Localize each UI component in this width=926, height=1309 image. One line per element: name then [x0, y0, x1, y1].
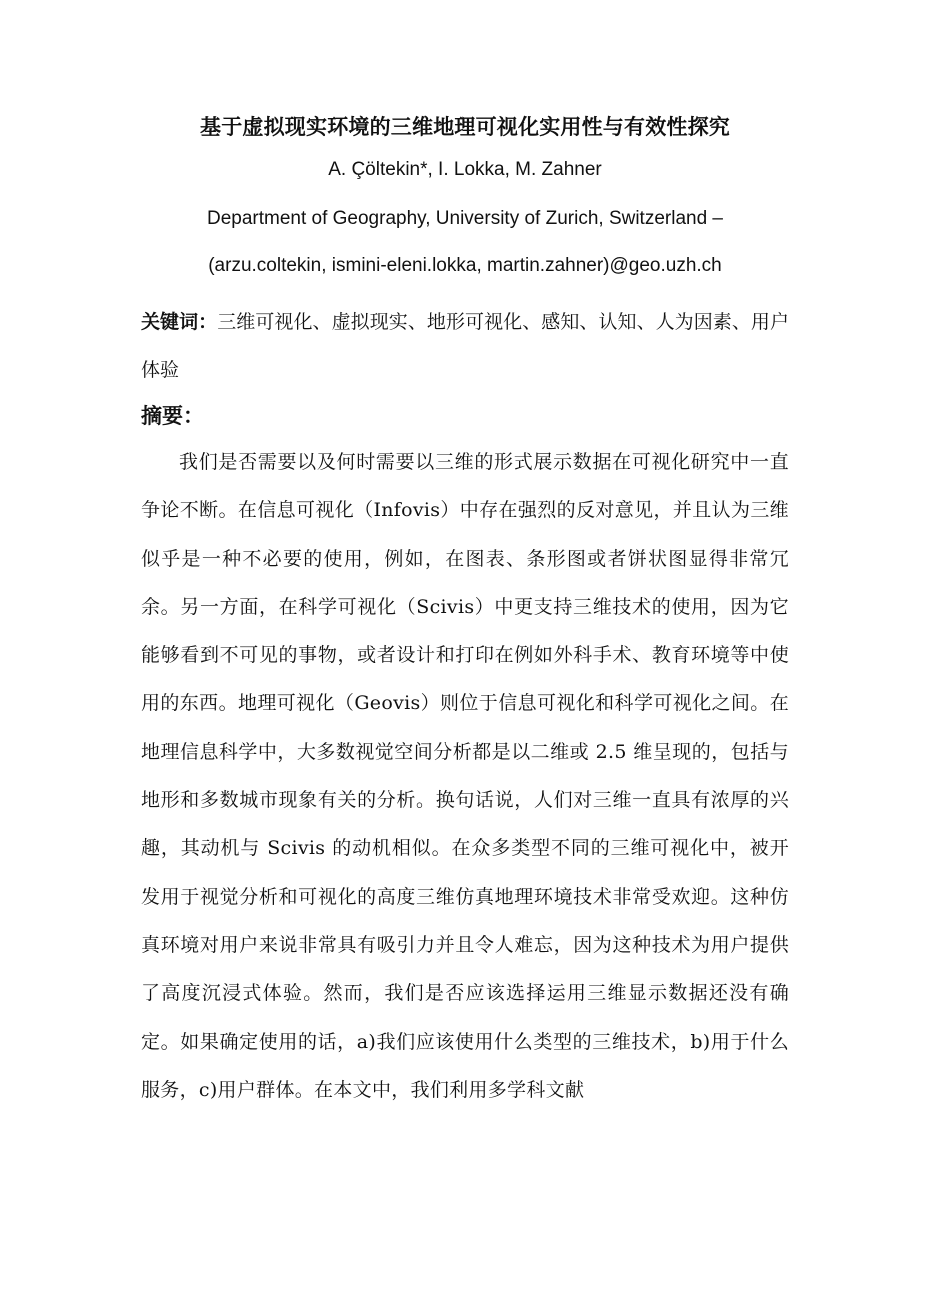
- author-list: A. Çöltekin*, I. Lokka, M. Zahner: [328, 159, 602, 180]
- author-emails: (arzu.coltekin, ismini-eleni.lokka, martin.zahner)@geo.uzh.ch: [208, 255, 722, 276]
- paper-page: [141, 112, 789, 1114]
- abstract-body: 我们是否需要以及何时需要以三维的形式展示数据在可视化研究中一直争论不断。在信息可视化（Infovis）中存在强烈的反对意见，并且认为三维似乎是一种不必要的使用，例如，在图表、条形图或者饼状图显得非常冗余。另一方面，在科学可视化（Scivis）中更支持三维技术的使用，因为它能够看到不可见的事物，或者设计和打印在例如外科手术、教育环境等中使用的东西。地理可视化（Geovis）则位于信息可视化和科学可视化之间。在地理信息科学中，大多数视觉空间分析都是以二维或 2.5 维呈现的，包括与地形和多数城市现象有关的分析。换句话说，人们对三维一直具有浓厚的兴趣，其动机与 Scivis 的动机相似。在众多类型不同的三维可视化中，被开发用于视觉分析和可视化的高度三维仿真地理环境技术非常受欢迎。这种仿真环境对用户来说非常具有吸引力并且令人难忘，因为这种技术为用户提供了高度沉浸式体验。然而，我们是否应该选择运用三维显示数据还没有确定。如果确定使用的话，a)我们应该使用什么类型的三维技术，b)用于什么服务，c)用户群体。在本文中，我们利用多学科文献: [141, 451, 789, 1101]
- affiliation: Department of Geography, University of Zurich, Switzerland –: [206, 208, 724, 229]
- abstract-heading: 摘要：: [141, 404, 204, 428]
- keywords-label: 关键词：: [141, 311, 218, 333]
- paper-title: 基于虚拟现实环境的三维地理可视化实用性与有效性探究: [200, 115, 730, 139]
- keywords-section: [141, 298, 789, 394]
- keywords-text: 三维可视化、虚拟现实、地形可视化、感知、认知、人为因素、用户体验: [141, 311, 789, 381]
